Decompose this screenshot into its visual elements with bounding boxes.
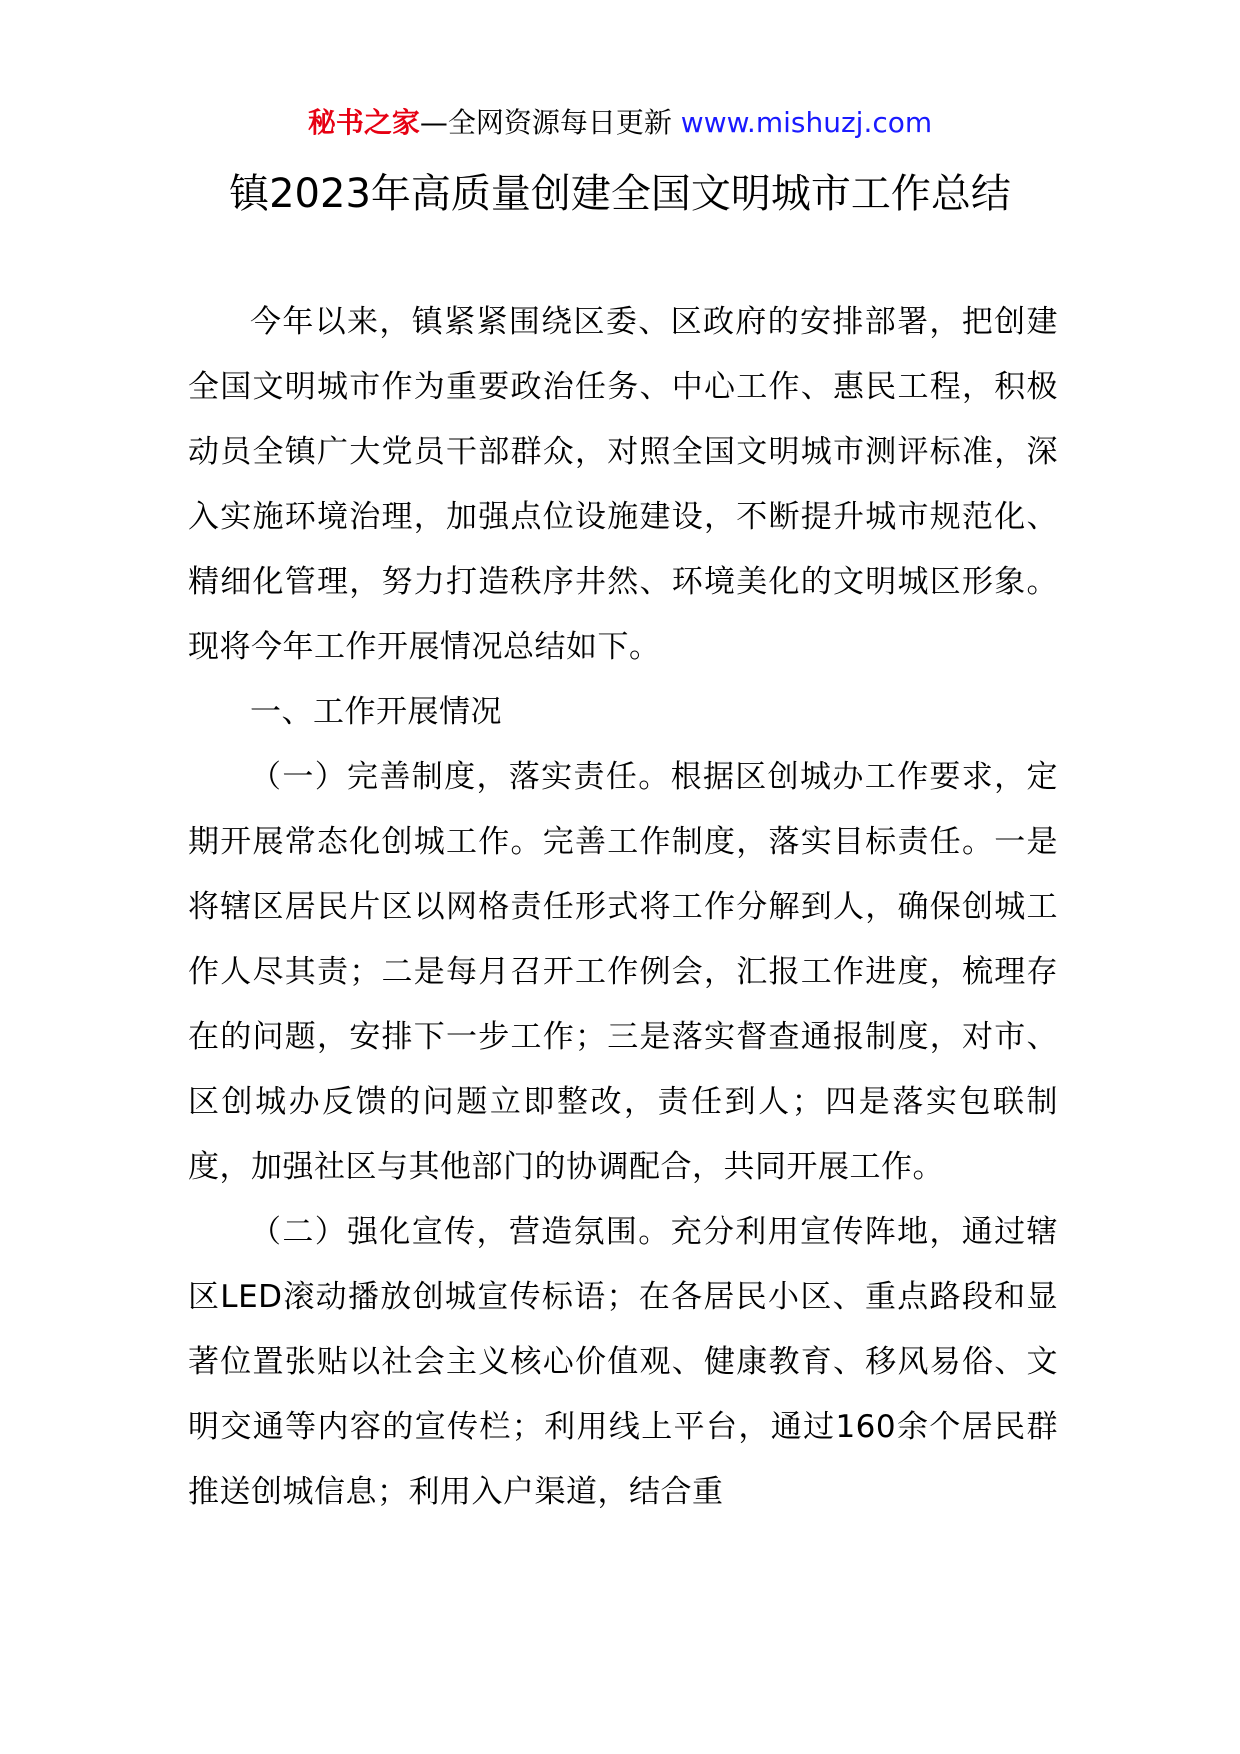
header-tagline: —全网资源每日更新: [419, 106, 672, 139]
document-title: 镇2023年高质量创建全国文明城市工作总结: [229, 171, 1011, 217]
brand-name: 秘书之家: [307, 106, 420, 139]
site-url-link[interactable]: www.mishuzj.com: [680, 106, 933, 139]
site-header: [0, 101, 1240, 145]
subsection-paragraph: （二）强化宣传，营造氛围。充分利用宣传阵地，通过辖区LED滚动播放创城宣传标语；在各居民小区、重点路段和显著位置张贴以社会主义核心价值观、健康教育、移风易俗、文明交通等内容的宣传栏；利用线上平台，通过160余个居民群推送创城信息；利用入户渠道，结合重: [188, 1214, 1058, 1510]
document-body: [188, 290, 1058, 1525]
section-heading: 一、工作开展情况: [250, 694, 502, 730]
subsection-paragraph: （一）完善制度，落实责任。根据区创城办工作要求，定期开展常态化创城工作。完善工作制度，落实目标责任。一是将辖区居民片区以网格责任形式将工作分解到人，确保创城工作人尽其责；二是每月召开工作例会，汇报工作进度，梳理存在的问题，安排下一步工作；三是落实督查通报制度，对市、区创城办反馈的问题立即整改，责任到人；四是落实包联制度，加强社区与其他部门的协调配合，共同开展工作。: [188, 759, 1058, 1185]
intro-paragraph: 今年以来，镇紧紧围绕区委、区政府的安排部署，把创建全国文明城市作为重要政治任务、中心工作、惠民工程，积极动员全镇广大党员干部群众，对照全国文明城市测评标准，深入实施环境治理，加强点位设施建设，不断提升城市规范化、精细化管理，努力打造秩序井然、环境美化的文明城区形象。现将今年工作开展情况总结如下。: [188, 304, 1058, 665]
